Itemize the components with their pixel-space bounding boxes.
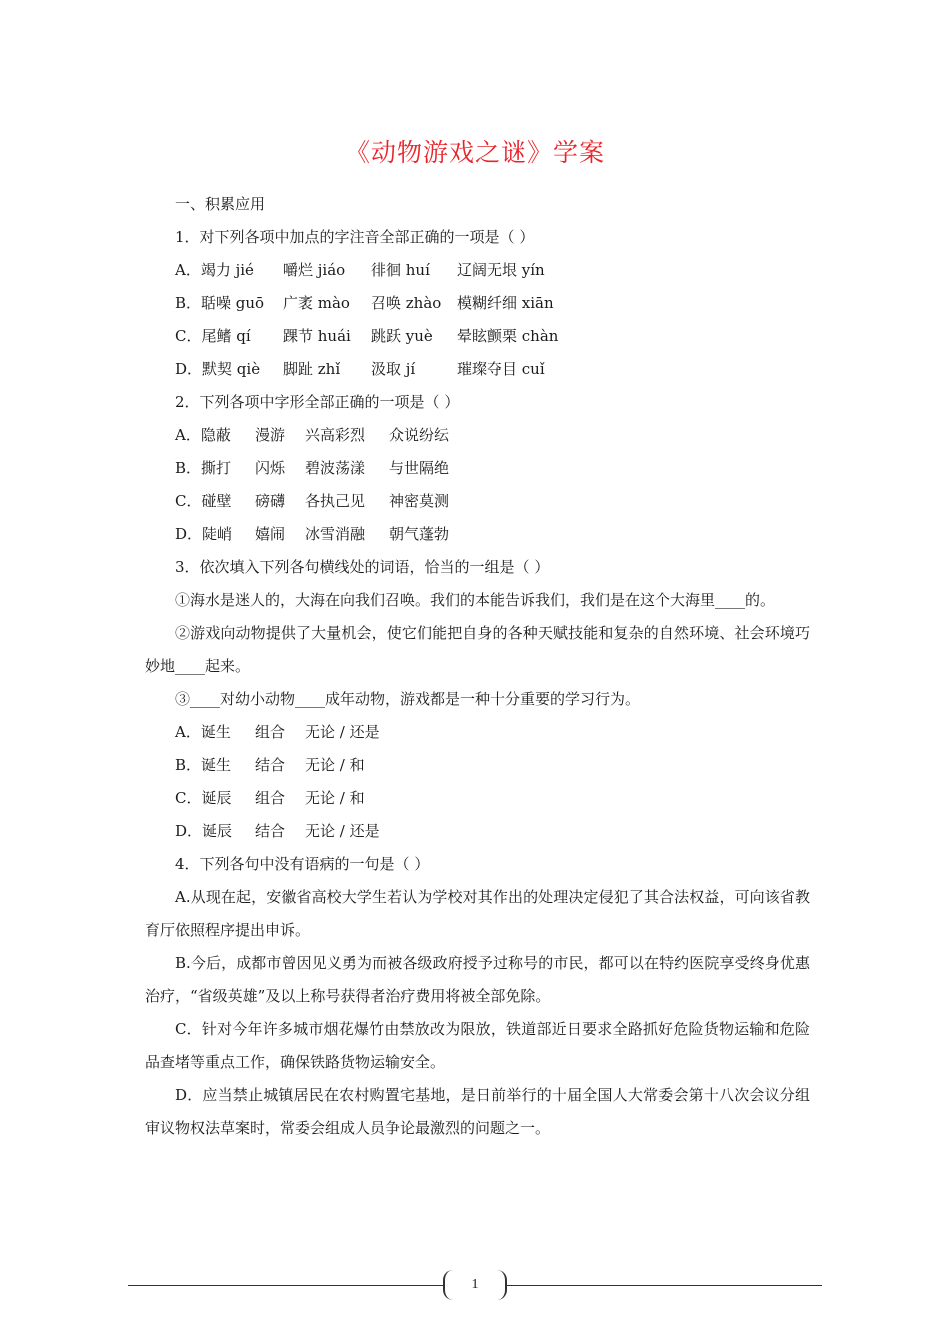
option-item: 无论 / 和: [305, 789, 365, 807]
option-item: 踝节 huái: [283, 327, 351, 345]
q1-option-d: [145, 353, 810, 386]
option-item: 众说纷纭: [389, 426, 450, 444]
option-item: A．隐蔽: [175, 426, 231, 444]
option-item: 各执己见: [305, 492, 366, 510]
option-item: B．诞生: [175, 756, 232, 774]
option-item: 结合: [255, 822, 286, 840]
option-item: D．默契 qiè: [175, 360, 261, 378]
option-item: 模糊纤细 xiān: [457, 294, 554, 312]
option-item: 嬉闹: [255, 525, 286, 543]
option-item: 神密莫测: [389, 492, 450, 510]
q2-option-d: [145, 518, 810, 551]
document-body: [145, 188, 810, 1145]
option-item: 璀璨夺目 cuǐ: [457, 360, 545, 378]
section-heading: 一、积累应用: [175, 195, 266, 213]
option-item: 漫游: [255, 426, 286, 444]
option-item: 冰雪消融: [305, 525, 366, 543]
option-item: 嚼烂 jiáo: [283, 261, 346, 279]
option-item: C．诞辰: [175, 789, 232, 807]
option-item: D．陡峭: [175, 525, 233, 543]
q3-option-b: [145, 749, 810, 782]
option-item: 磅礴: [255, 492, 286, 510]
footer-rule-right: [507, 1285, 822, 1286]
option-item: 闪烁: [255, 459, 286, 477]
option-item: 无论 / 和: [305, 756, 365, 774]
page-title: 《动物游戏之谜》学案: [344, 138, 605, 167]
q1-option-b: [145, 287, 810, 320]
option-item: 兴高彩烈: [305, 426, 366, 444]
q4-option-a: A.从现在起，安徽省高校大学生若认为学校对其作出的处理决定侵犯了其合法权益，可向该省教育厅依照程序提出申诉。: [145, 888, 810, 939]
q2-option-a: [145, 419, 810, 452]
q4-option-c: C．针对今年许多城市烟花爆竹由禁放改为限放，铁道部近日要求全路抓好危险货物运输和危险品查堵等重点工作，确保铁路货物运输安全。: [145, 1020, 810, 1071]
option-item: 结合: [255, 756, 286, 774]
option-item: 广袤 mào: [283, 294, 350, 312]
option-item: B．聒噪 guō: [175, 294, 265, 312]
option-item: B．撕打: [175, 459, 232, 477]
option-item: 脚趾 zhǐ: [283, 360, 341, 378]
q3-sentence-1: ①海水是迷人的，大海在向我们召唤。我们的本能告诉我们，我们是在这个大海里____的。: [175, 591, 776, 609]
option-item: 组合: [255, 789, 286, 807]
option-item: 无论 / 还是: [305, 723, 380, 741]
q4-option-d: D．应当禁止城镇居民在农村购置宅基地，是日前举行的十届全国人大常委会第十八次会议分组审议物权法草案时，常委会组成人员争论最激烈的问题之一。: [145, 1086, 810, 1137]
option-item: D．诞辰: [175, 822, 233, 840]
q3-option-c: [145, 782, 810, 815]
page-number: 1: [443, 1270, 507, 1300]
question-2-stem: 2．下列各项中字形全部正确的一项是（ ）: [175, 393, 460, 411]
option-item: 召唤 zhào: [371, 294, 442, 312]
option-item: C．尾鳍 qí: [175, 327, 251, 345]
q3-sentence-3: ③____对幼小动物____成年动物，游戏都是一种十分重要的学习行为。: [175, 690, 641, 708]
question-3-stem: 3．依次填入下列各句横线处的词语，恰当的一组是（ ）: [175, 558, 550, 576]
option-item: 朝气蓬勃: [389, 525, 450, 543]
footer-rule-left: [128, 1285, 443, 1286]
q1-option-a: [145, 254, 810, 287]
option-item: 跳跃 yuè: [371, 327, 433, 345]
question-1-stem: 1．对下列各项中加点的字注音全部正确的一项是（ ）: [175, 228, 535, 246]
option-item: A．诞生: [175, 723, 231, 741]
q2-option-c: [145, 485, 810, 518]
q3-sentence-2: ②游戏向动物提供了大量机会，使它们能把自身的各种天赋技能和复杂的自然环境、社会环境巧妙地____起来。: [145, 624, 810, 675]
option-item: 无论 / 还是: [305, 822, 380, 840]
q4-option-b: B.今后，成都市曾因见义勇为而被各级政府授予过称号的市民，都可以在特约医院享受终身优惠治疗，“省级英雄”及以上称号获得者治疗费用将被全部免除。: [145, 954, 810, 1005]
question-4-stem: 4．下列各句中没有语病的一句是（ ）: [175, 855, 430, 873]
option-item: A．竭力 jié: [175, 261, 254, 279]
q2-option-b: [145, 452, 810, 485]
option-item: 碧波荡漾: [305, 459, 366, 477]
option-item: 组合: [255, 723, 286, 741]
option-item: 徘徊 huí: [371, 261, 430, 279]
q3-option-d: [145, 815, 810, 848]
option-item: 辽阔无垠 yín: [457, 261, 545, 279]
option-item: 晕眩颤栗 chàn: [457, 327, 559, 345]
option-item: 与世隔绝: [389, 459, 450, 477]
q1-option-c: [145, 320, 810, 353]
option-item: C．碰壁: [175, 492, 232, 510]
q3-option-a: [145, 716, 810, 749]
option-item: 汲取 jí: [371, 360, 416, 378]
